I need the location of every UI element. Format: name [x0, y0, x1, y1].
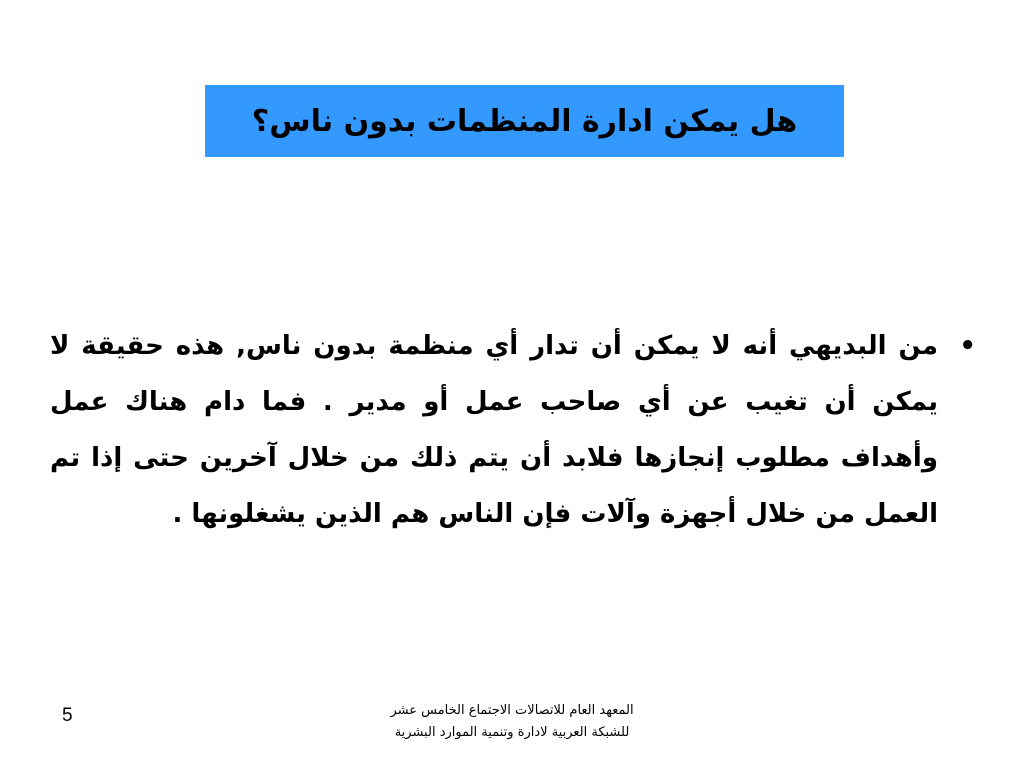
- slide-title: هل يمكن ادارة المنظمات بدون ناس؟: [251, 103, 798, 139]
- footer-line-1: المعهد العام للاتصالات الاجتماع الخامس عشر: [390, 703, 634, 718]
- footer-line-2: للشبكة العربية لادارة وتنمية الموارد البشرية: [394, 725, 630, 740]
- bullet-item: [50, 318, 994, 542]
- bullet-text: من البديهي أنه لا يمكن أن تدار أي منظمة بدون ناس, هذه حقيقة لا يمكن أن تغيب عن أي صاحب عمل أو مدير . فما دام هناك عمل وأهداف مطلوب إنجازها فلابد أن يتم ذلك من خلال آخرين حتى إذا تم العمل من خلال أجهزة وآلات فإن الناس هم الذين يشغلونها .: [50, 331, 938, 529]
- page-number: 5: [62, 705, 73, 726]
- slide-body: [50, 318, 994, 598]
- footer: [300, 700, 724, 744]
- bullet-icon: •: [959, 331, 976, 361]
- title-banner: [205, 85, 844, 157]
